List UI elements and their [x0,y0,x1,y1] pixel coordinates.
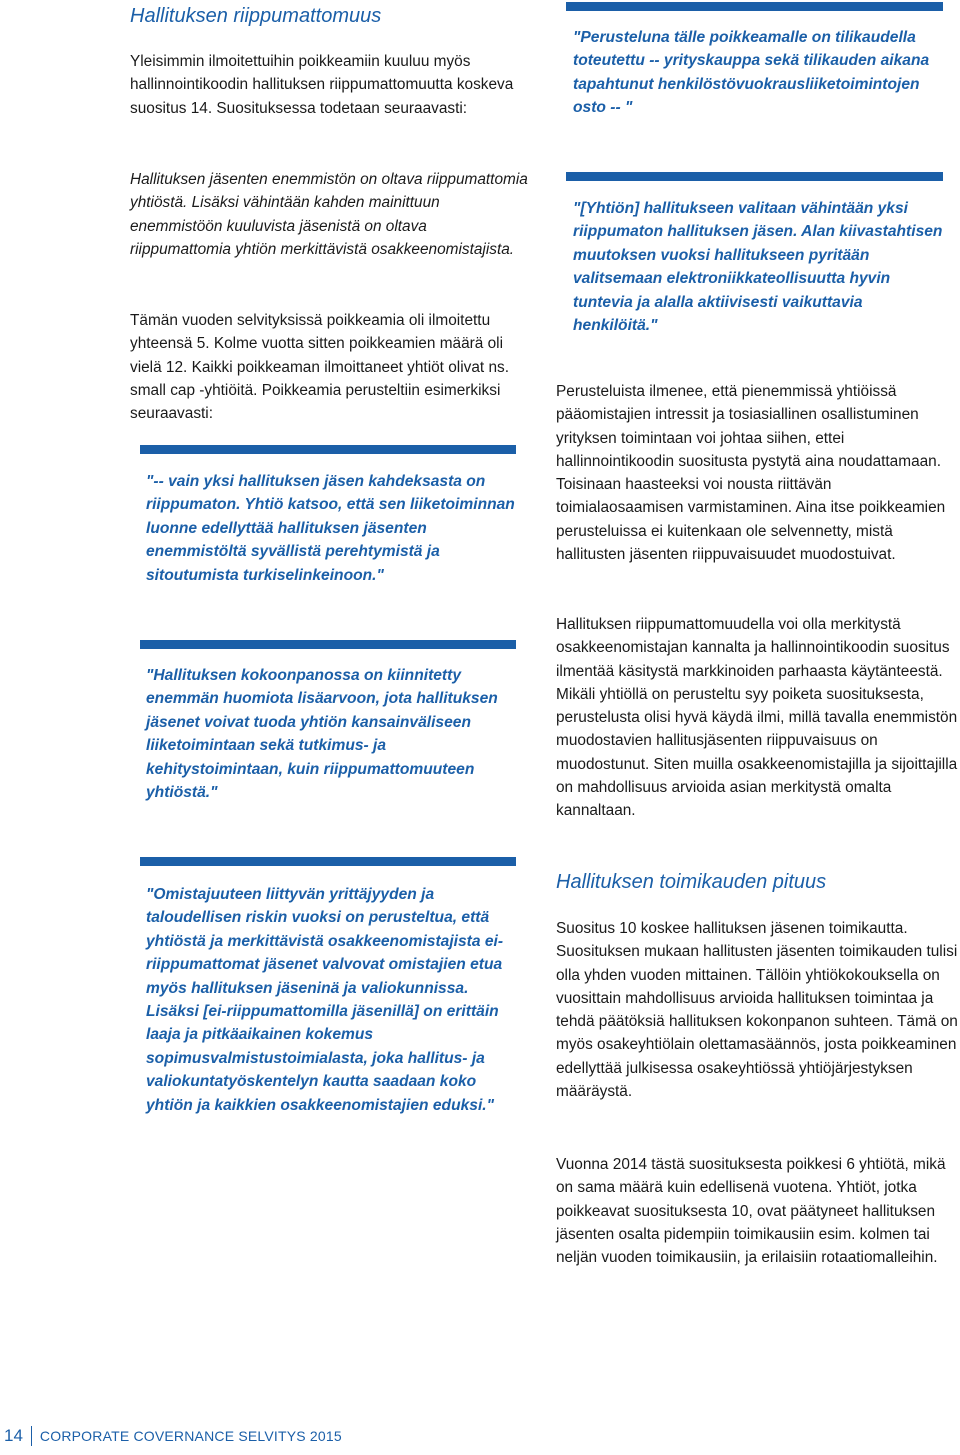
term-stats-paragraph: Vuonna 2014 tästä suosituksesta poikkesi 6 yhtiötä, mikä on sama määrä kuin edellisenä vuotena. Yhtiöt, jotka poikkeavat suosituksesta 10, ovat päätyneet hallituksen jäsenten osalta pidempiin toimikausiin esim. kolmen tai neljän vuoden toimikausiin, ja erilaisiin rotaatiomalleihin. [556,1156,946,1267]
footer-divider [31,1426,32,1446]
deviation-count-paragraph: Tämän vuoden selvityksissä poikkeamia oli ilmoitettu yhteensä 5. Kolme vuotta sitten poikkeamien määrä oli vielä 12. Kaikki poikkeaman ilmoittaneet yhtiöt olivat ns. small cap -yhtiöitä. Poikkeamia perusteltiin esimerkiksi seuraavasti: [130,312,509,423]
pull-quote: "-- vain yksi hallituksen jäsen kahdeksasta on riippumaton. Yhtiö katsoo, että sen liiketoiminnan luonne edellyttää hallituksen jäsenten enemmistöltä syvällistä perehtymistä ja sitoutumista turkiselinkeinoon." [146,473,515,584]
quote-divider-bar [140,640,516,649]
section-heading-independence: Hallituksen riippumattomuus [130,5,382,27]
page-footer [4,1423,342,1449]
quote-divider-bar [566,172,943,181]
term-paragraph: Suositus 10 koskee hallituksen jäsenen toimikautta. Suosituksen mukaan hallitusten jäsenten toimikauden tulisi olla yhden vuoden mittainen. Tällöin yhtiökokouksella on vuosittain mahdollisuus arvioida hallituksen toimintaa ja tehdä päätöksiä hallituksen kokonpanon suhteen. Tämä on myös osakeyhtiölain olettamasäännös, josta poikkeaminen edellyttää julkisessa osakeyhtiössä yhtiöjärjestyksen määräystä. [556,920,958,1101]
pull-quote: "Hallituksen kokoonpanossa on kiinnitetty enemmän huomiota lisäarvoon, jota hallituksen jäsenet voivat tuoda yhtiön kansainväliseen liiketoimintaan sekä tutkimus- ja kehitystoimintaan, kuin riippumattomuuteen yhtiöstä." [146,667,498,802]
analysis-paragraph: Hallituksen riippumattomuudella voi olla merkitystä osakkeenomistajan kannalta ja hallinnointikoodin suositus ilmentää käsitystä markkinoiden parhaasta käytänteestä. Mikäli yhtiöllä on perusteltu syy poiketa suosituksesta, perustelusta olisi hyvä käydä ilmi, millä tavalla enemmistön muodostavien hallitusjäsenten riippuvaisuus on muodostunut. Siten muilla osakkeenomistajilla ja sijoittajilla on mahdollisuus arvioida asian merkitystä omalta kannaltaan. [556,616,958,820]
page-number: 14 [4,1426,23,1445]
pull-quote: "Perusteluna tälle poikkeamalle on tilikaudella toteutettu -- yrityskauppa sekä tilikauden aikana tapahtunut henkilöstövuokrausliiketoimintojen osto -- " [573,29,930,117]
recommendation-quote: Hallituksen jäsenten enemmistön on oltava riippumattomia yhtiöstä. Lisäksi vähintään kahden mainittuun enemmistöön kuuluvista jäsenistä on oltava riippumattomia yhtiön merkittävistä osakkeenomistajista. [130,171,528,258]
pull-quote: "[Yhtiön] hallitukseen valitaan vähintään yksi riippumaton hallituksen jäsen. Alan kiivastahtisen muutoksen vuoksi hallitukseen pyritään valitsemaan elektroniikkateollisuutta hyvin tuntevia ja alalla aktiivisesti vaikuttavia henkilöitä." [573,200,943,335]
section-heading-term-length: Hallituksen toimikauden pituus [556,871,827,893]
quote-divider-bar [140,445,516,454]
quote-divider-bar [140,857,516,866]
pull-quote: "Omistajuuteen liittyvän yrittäjyyden ja taloudellisen riskin vuoksi on perusteltua, että yhtiöstä ja merkittävistä osakkeenomistajista ei-riippumattomat jäsenet valvovat omistajien etua myös hallituksen jäseninä ja valiokunnissa. Lisäksi [ei-riippumattomilla jäsenillä] on erittäin laaja ja pitkäaikainen kokemus sopimusvalmistustoimialasta, joka hallitus- ja valiokuntatyöskentelyn kautta saadaan koko yhtiön ja kaikkien osakkeenomistajien eduksi." [146,886,504,1114]
intro-paragraph: Yleisimmin ilmoitettuihin poikkeamiin kuuluu myös hallinnointikoodin hallituksen riippumattomuutta koskeva suositus 14. Suosituksessa todetaan seuraavasti: [130,53,514,117]
publication-title: CORPORATE COVERNANCE SELVITYS 2015 [39,1428,342,1444]
analysis-paragraph: Perusteluista ilmenee, että pienemmissä yhtiöissä pääomistajien intressit ja tosiasiallinen osallistuminen yrityksen toimintaan voi johtaa siihen, ettei hallinnointikoodin suositusta pystytä aina noudattamaan. Toisinaan haasteeksi voi nousta riittävän toimialaosaamisen varmistaminen. Aina itse poikkeamien perusteluissa ei kuitenkaan ole selvennetty, mistä hallitusten jäsenten riippuvaisuudet muodostuivat. [556,383,946,564]
quote-divider-bar [566,2,943,11]
